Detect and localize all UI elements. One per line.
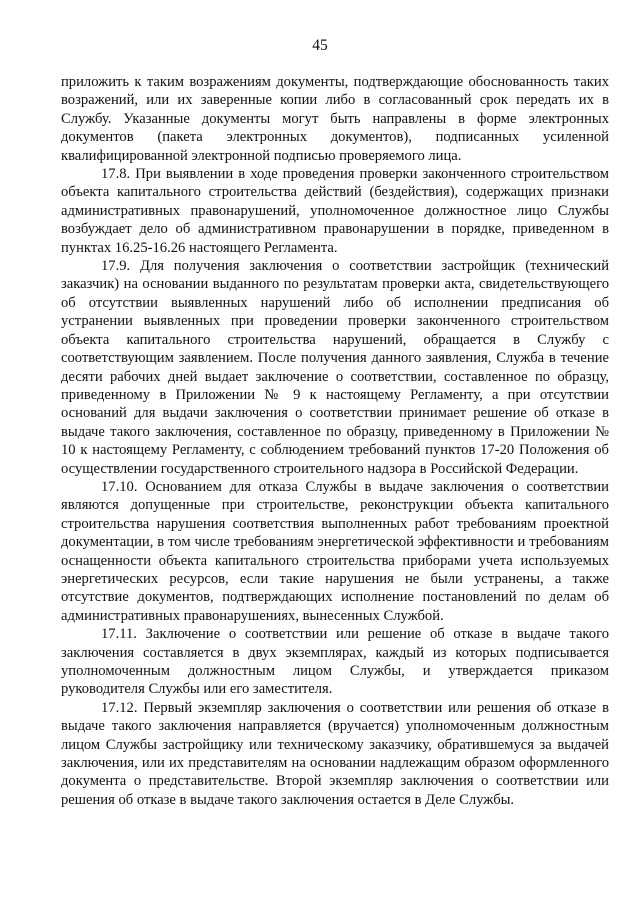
paragraph-17-10: 17.10. Основанием для отказа Службы в выдаче заключения о соответствии являются допущенные при строительстве, реконструкции объекта капитального строительства нарушения соответствия выполненных работ требованиям проектной документации, в том числе требованиям энергетической эффективности и требованиям оснащенности объекта капитального строительства приборами учета используемых энергетических ресурсов, если такие нарушения не были устранены, а также отсутствие документов, подтверждающих исполнение постановлений по делам об административных правонарушениях, вынесенных Службой. xyxy=(61,478,609,624)
paragraph-continuation: приложить к таким возражениям документы, подтверждающие обоснованность таких возражений, или их заверенные копии либо в согласованный срок передать их в Службу. Указанные документы могут быть направлены в форме электронных документов (пакета электронных документов), подписанных усиленной квалифицированной электронной подписью проверяемого лица. xyxy=(61,74,609,164)
paragraph-17-12: 17.12. Первый экземпляр заключения о соответствии или решения об отказе в выдаче такого заключения направляется (вручается) уполномоченным должностным лицом Службы застройщику или техническому заказчику, обратившемуся за выдачей заключения, или их представителям на основании надлежащим образом оформленного документа о представительстве. Второй экземпляр заключения о соответствии или решения об отказе в выдаче такого заключения остается в Деле Службы. xyxy=(61,699,609,808)
paragraph-17-8: 17.8. При выявлении в ходе проведения проверки законченного строительством объекта капитального строительства действий (бездействия), содержащих признаки административных правонарушений, уполномоченное должностное лицо Службы возбуждает дело об административном правонарушении в порядке, приведенном в пунктах 16.25-16.26 настоящего Регламента. xyxy=(61,166,609,256)
paragraph-17-9: 17.9. Для получения заключения о соответствии застройщик (технический заказчик) на основании выданного по результатам проверки акта, свидетельствующего об отсутствии выявленных нарушений либо об исполнении предписания об устранении выявленных при проведении проверки законченного строительством объекта капитального строительства нарушений, обращается в Службу с соответствующим заявлением. После получения данного заявления, Служба в течение десяти рабочих дней выдает заключение о соответствии, составленное по образцу, приведенному в Приложении № 9 к настоящему Регламенту, а при отсутствии оснований для выдачи заключения о соответствии принимает решение об отказе в выдаче такого заключения, составленное по образцу, приведенному в Приложении № 10 к настоящему Регламенту, с соблюдением требований пунктов 17-20 Положения об осуществлении государственного строительного надзора в Российской Федерации. xyxy=(61,258,609,477)
page-number: 45 xyxy=(312,37,328,54)
paragraph-17-11: 17.11. Заключение о соответствии или решение об отказе в выдаче такого заключения составляется в двух экземплярах, каждый из которых подписывается уполномоченным должностным лицом Службы, и утверждается приказом руководителя Службы или его заместителя. xyxy=(61,626,609,698)
document-body xyxy=(61,73,609,809)
